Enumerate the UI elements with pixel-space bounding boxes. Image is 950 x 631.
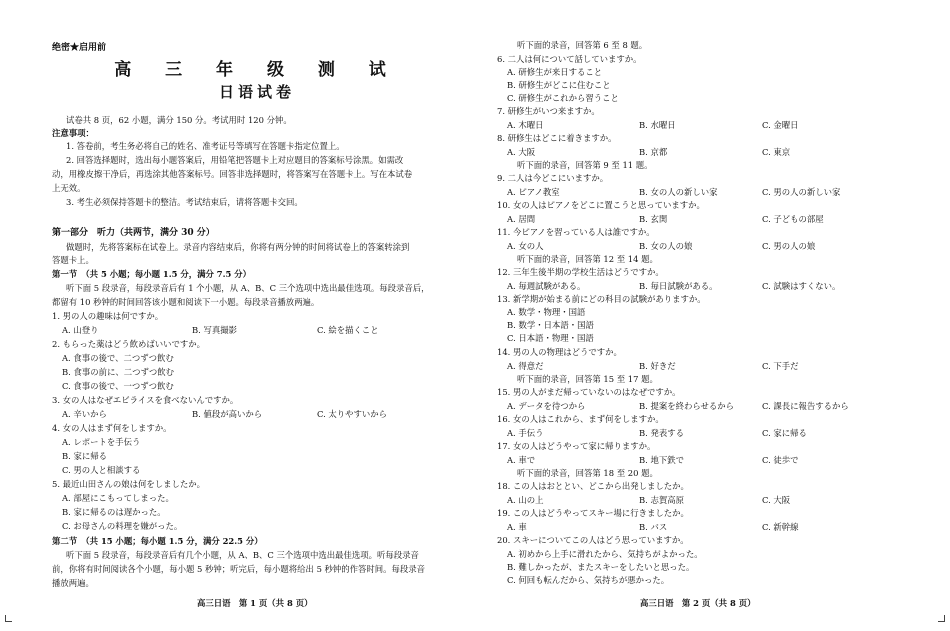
question-8: 8. 研修生はどこに着きますか。 — [497, 133, 617, 143]
q7-option-a: A. 木曜日 — [507, 120, 544, 130]
q9-option-a: A. ピアノ教室 — [507, 187, 560, 197]
crop-mark — [5, 615, 12, 622]
instruction-15-17: 听下面的录音，回答第 15 至 17 题。 — [517, 374, 658, 384]
exam-title: 高 三 年 级 测 试 — [114, 60, 400, 80]
q2-option-a: A. 食事の後で、二つずつ飲む — [62, 353, 174, 363]
page-2-footer: 高三日语 第 2 页（共 8 页） — [640, 598, 756, 608]
q18-option-c: C. 大阪 — [762, 495, 791, 505]
question-19: 19. この人はどうやってスキー場に行きましたか。 — [497, 508, 689, 518]
q3-option-b: B. 値段が高いから — [192, 409, 263, 419]
section1-desc-a: 听下面 5 段录音，每段录音后有 1 个小题，从 A、B、C 三个选项中选出最佳选项。每段录音后， — [66, 283, 430, 293]
q5-option-b: B. 家に帰るのは遅かった。 — [62, 507, 166, 517]
q16-option-c: C. 家に帰る — [762, 428, 807, 438]
section2-desc-a: 听下面 5 段录音，每段录音后有几个小题，从 A、B、C 三个选项中选出最佳选项。听每段录音 — [66, 550, 419, 560]
question-15: 15. 男の人がまだ帰っていないのはなぜですか。 — [497, 387, 681, 397]
question-11: 11. 今ピアノを習っている人は誰ですか。 — [497, 227, 655, 237]
q8-option-a: A. 大阪 — [507, 147, 536, 157]
question-7: 7. 研修生がいつ来ますか。 — [497, 106, 600, 116]
note-2c: 上无效。 — [52, 183, 86, 193]
note-3: 3. 考生必须保持答题卡的整洁。考试结束后，请将答题卡交回。 — [66, 197, 303, 207]
q16-option-a: A. 手伝う — [507, 428, 544, 438]
instruction-12-14: 听下面的录音，回答第 12 至 14 题。 — [517, 254, 658, 264]
q2-option-c: C. 食事の後で、一つずつ飲む — [62, 381, 174, 391]
q1-option-b: B. 写真撮影 — [192, 325, 237, 335]
q19-option-c: C. 新幹線 — [762, 522, 799, 532]
q17-option-c: C. 徒歩で — [762, 455, 799, 465]
q12-option-a: A. 毎週試験がある。 — [507, 281, 586, 291]
q19-option-a: A. 車 — [507, 522, 527, 532]
q4-option-b: B. 家に帰る — [62, 451, 107, 461]
section2-desc-b: 前，你将有时间阅读各个小题，每小题 5 秒钟；听完后，每小题将给出 5 秒钟的作答时间。每段录音 — [52, 564, 426, 574]
q6-option-c: C. 研修生がこれから習うこと — [507, 93, 619, 103]
q13-option-a: A. 数学・物理・国語 — [507, 307, 586, 317]
q15-option-c: C. 課長に報告するから — [762, 401, 849, 411]
question-13: 13. 新学期が始まる前にどの科目の試験がありますか。 — [497, 294, 706, 304]
q8-option-c: C. 東京 — [762, 147, 791, 157]
instruction-18-20: 听下面的录音，回答第 18 至 20 题。 — [517, 468, 658, 478]
q9-option-b: B. 女の人の新しい家 — [639, 187, 718, 197]
crop-mark — [938, 615, 945, 622]
q3-option-c: C. 太りやすいから — [317, 409, 388, 419]
question-3: 3. 女の人はなぜエビライスを食べないんですか。 — [52, 395, 239, 405]
q7-option-b: B. 水曜日 — [639, 120, 676, 130]
q14-option-b: B. 好きだ — [639, 361, 676, 371]
q1-option-a: A. 山登り — [62, 325, 99, 335]
q11-option-b: B. 女の人の娘 — [639, 241, 693, 251]
q4-option-c: C. 男の人と相談する — [62, 465, 141, 475]
q2-option-b: B. 食事の前に、二つずつ飲む — [62, 367, 174, 377]
q20-option-b: B. 難しかったが、またスキーをしたいと思った。 — [507, 562, 695, 572]
question-18: 18. この人はおととい、どこから出発しましたか。 — [497, 481, 689, 491]
q18-option-a: A. 山の上 — [507, 495, 544, 505]
page-1-footer: 高三日语 第 1 页（共 8 页） — [197, 598, 313, 608]
q5-option-c: C. お母さんの料理を嫌がった。 — [62, 521, 183, 531]
q5-option-a: A. 部屋にこもってしまった。 — [62, 493, 174, 503]
question-6: 6. 二人は何について話していますか。 — [497, 54, 642, 64]
section1-desc-b: 都留有 10 秒钟的时间回答该小题和阅读下一小题。每段录音播放两遍。 — [52, 297, 320, 307]
confidential-mark: 绝密★启用前 — [52, 43, 107, 53]
section1-heading: 第一节 （共 5 小题；每小题 1.5 分，满分 7.5 分） — [52, 269, 252, 279]
q4-option-a: A. レポートを手伝う — [62, 437, 141, 447]
q17-option-a: A. 車で — [507, 455, 536, 465]
q11-option-a: A. 女の人 — [507, 241, 544, 251]
q18-option-b: B. 志賀高原 — [639, 495, 684, 505]
q12-option-c: C. 試験はすくない。 — [762, 281, 841, 291]
question-17: 17. 女の人はどうやって家に帰りますか。 — [497, 441, 656, 451]
note-2b: 动，用橡皮擦干净后，再选涂其他答案标号。回答非选择题时，将答案写在答题卡上。写在本试卷 — [52, 169, 413, 179]
note-1: 1. 答卷前，考生务必将自己的姓名、准考证号等填写在答题卡指定位置上。 — [66, 141, 345, 151]
q8-option-b: B. 京都 — [639, 147, 668, 157]
question-12: 12. 三年生後半期の学校生活はどうですか。 — [497, 267, 664, 277]
q10-option-b: B. 玄関 — [639, 214, 668, 224]
q19-option-b: B. バス — [639, 522, 668, 532]
instruction-6-8: 听下面的录音，回答第 6 至 8 题。 — [517, 40, 648, 50]
q10-option-c: C. 子どもの部屋 — [762, 214, 824, 224]
q20-option-c: C. 何回も転んだから、気持ちが悪かった。 — [507, 575, 670, 585]
q13-option-b: B. 数学・日本語・国語 — [507, 320, 594, 330]
question-2: 2. もらった薬はどう飲めばいいですか。 — [52, 339, 206, 349]
q13-option-c: C. 日本語・物理・国語 — [507, 333, 594, 343]
part1-heading: 第一部分 听力（共两节，满分 30 分） — [52, 228, 215, 238]
q16-option-b: B. 発表する — [639, 428, 684, 438]
q1-option-c: C. 絵を描くこと — [317, 325, 379, 335]
part1-desc-a: 做题时，先将答案标在试卷上。录音内容结束后，你将有两分钟的时间将试卷上的答案转涂到 — [66, 242, 410, 252]
q9-option-c: C. 男の人の新しい家 — [762, 187, 841, 197]
q6-option-a: A. 研修生が来日すること — [507, 67, 603, 77]
part1-desc-b: 答题卡上。 — [52, 255, 94, 265]
page-2 — [497, 0, 907, 631]
q14-option-c: C. 下手だ — [762, 361, 799, 371]
question-5: 5. 最近山田さんの娘は何をしましたか。 — [52, 479, 206, 489]
q6-option-b: B. 研修生がどこに住むこと — [507, 80, 611, 90]
question-16: 16. 女の人はこれから、まず何をしますか。 — [497, 414, 664, 424]
q12-option-b: B. 毎日試験がある。 — [639, 281, 718, 291]
q7-option-c: C. 金曜日 — [762, 120, 799, 130]
q14-option-a: A. 得意だ — [507, 361, 544, 371]
question-4: 4. 女の人はまず何をしますか。 — [52, 423, 172, 433]
question-10: 10. 女の人はピアノをどこに置こうと思っていますか。 — [497, 200, 705, 210]
exam-subtitle: 日语试卷 — [218, 83, 295, 101]
note-2a: 2. 回答选择题时，选出每小题答案后，用铅笔把答题卡上对应题目的答案标号涂黑。如需改 — [66, 155, 404, 165]
section2-desc-c: 播放两遍。 — [52, 578, 94, 588]
notes-title: 注意事项： — [52, 128, 94, 138]
q15-option-b: B. 提案を終わらせるから — [639, 401, 734, 411]
q20-option-a: A. 初めから上手に滑れたから、気持ちがよかった。 — [507, 549, 703, 559]
section2-heading: 第二节 （共 15 小题；每小题 1.5 分，满分 22.5 分） — [52, 536, 263, 546]
question-9: 9. 二人は今どこにいますか。 — [497, 173, 609, 183]
q10-option-a: A. 居間 — [507, 214, 536, 224]
q3-option-a: A. 辛いから — [62, 409, 107, 419]
q17-option-b: B. 地下鉄で — [639, 455, 684, 465]
question-1: 1. 男の人の趣味は何ですか。 — [52, 311, 164, 321]
question-20: 20. スキーについてこの人はどう思っていますか。 — [497, 535, 689, 545]
question-14: 14. 男の人の物理はどうですか。 — [497, 347, 622, 357]
q15-option-a: A. データを待つから — [507, 401, 586, 411]
q11-option-c: C. 男の人の娘 — [762, 241, 816, 251]
exam-intro: 试卷共 8 页，62 小题，满分 150 分。考试用时 120 分钟。 — [66, 115, 292, 125]
page-1 — [52, 0, 462, 631]
instruction-9-11: 听下面的录音，回答第 9 至 11 题。 — [517, 160, 653, 170]
